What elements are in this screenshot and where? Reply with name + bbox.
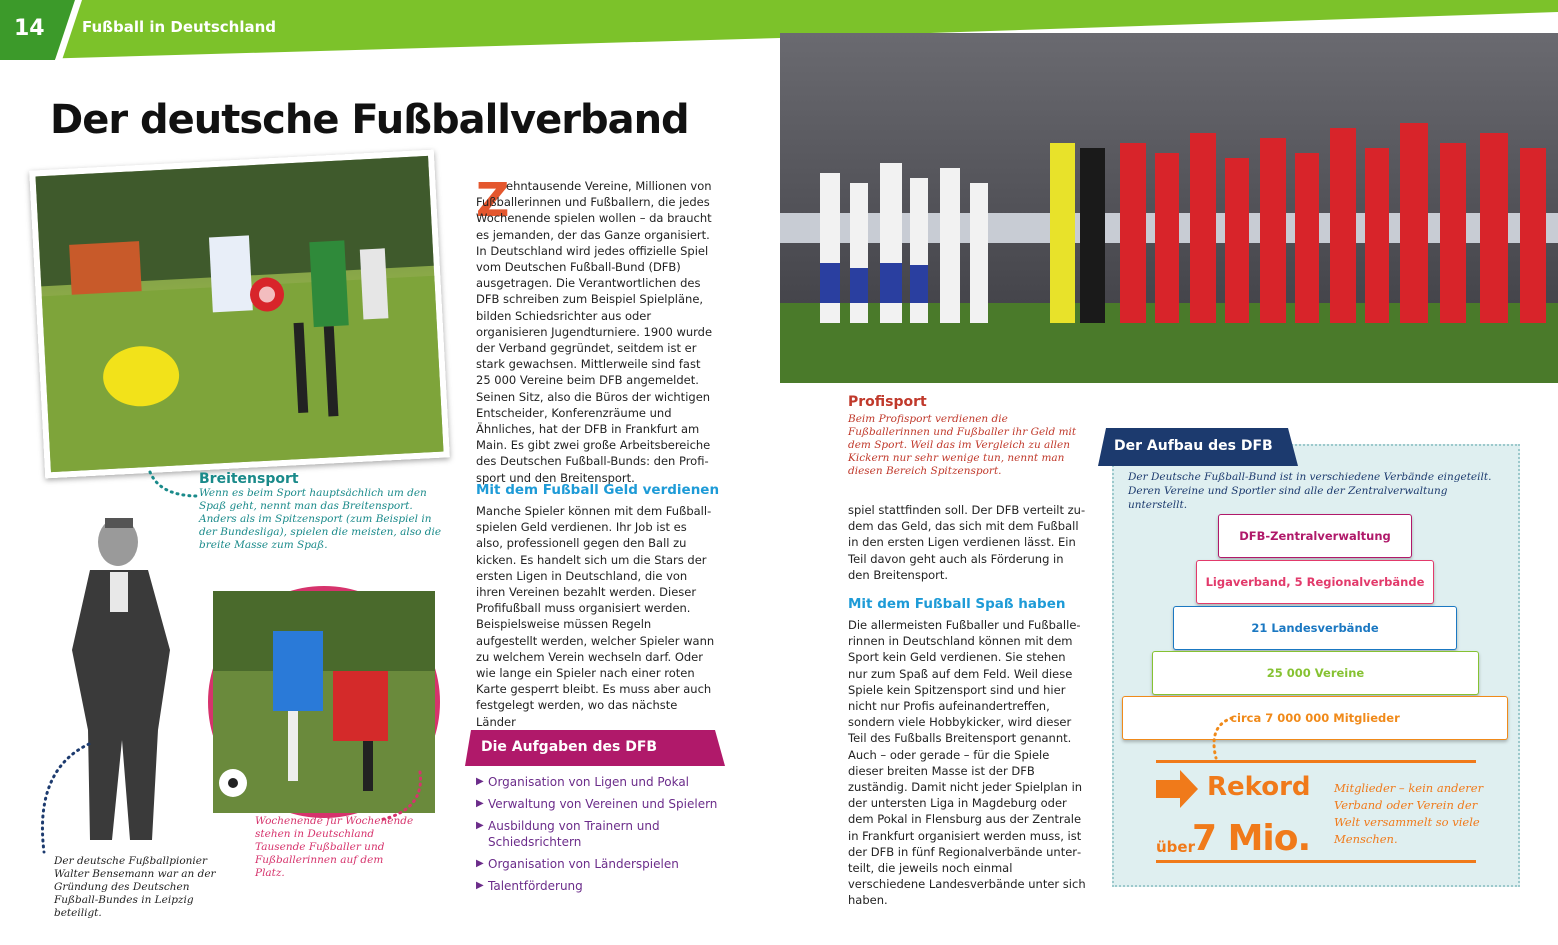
list-item: ▶ Ausbildung von Trainern und Schiedsrichtern [476,818,736,850]
dotted-connector [148,468,200,500]
rekord-label: Rekord [1207,772,1311,802]
breitensport-title: Breitensport [199,471,299,487]
subheading-geld: Mit dem Fußball Geld verdienen [476,482,720,498]
pyramid-level-mitglieder: circa 7 000 000 Mitglieder [1122,696,1508,740]
subheading-spass: Mit dem Fußball Spaß haben [848,596,1066,612]
photo-youth-football [29,150,450,479]
page-number: 14 [14,16,45,41]
rekord-prefix: über [1156,838,1195,856]
dotted-connector [370,770,430,830]
rekord-caption: Mitglieder – kein anderer Verband oder Verein der Welt versammelt so viele Menschen. [1334,781,1484,846]
list-item: ▶ Talentförderung [476,878,736,894]
pyramid-level-landesverbaende: 21 Landesverbände [1173,606,1457,650]
pyramid-level-regionalverbaende: Ligaverband, 5 Regionalverbände [1196,560,1434,604]
geld-paragraph: Manche Spieler können mit dem Fußballspielen Geld verdienen. Ihr Job ist es also, professionell gegen den Ball zu kicken. Es handelt sich um die Stars der ersten Ligen in Deutschland, die von ihren Vereinen bezahlt werden. Dieser Profifußball muss organisiert werden. Beispielsweise müssen Regeln aufgestellt werden, welcher Spieler wann zu welchem Verein wechseln darf. Oder wie lange ein Spieler nach einer roten Karte gesperrt bleibt. Es muss aber auch festgelegt werden, wo das nächste Länder [476,504,715,729]
profisport-caption: Beim Profisport verdienen die Fußballerinnen und Fußballer ihr Geld mit dem Sport. Weil das im Vergleich zu allen Kickern nur sehr wenige tun, nennt man diesen Bereich Spitzensport. [848,413,1077,477]
dotted-connector [1206,712,1236,762]
pyramid-level-zentralverwaltung: DFB-Zentralverwaltung [1218,514,1412,558]
breitensport-caption: Wenn es beim Sport hauptsächlich um den Spaß geht, nennt man das Breitensport. Anders als im Spitzensport (zum Beispiel in der Bundesliga), spielen die meisten, also die breite Masse zum Spaß. [199,487,442,551]
profisport-title: Profisport [848,394,927,410]
aufbau-title: Der Aufbau des DFB [1114,438,1273,454]
list-item: ▶ Verwaltung von Vereinen und Spielern [476,796,736,812]
intro-text: ehntausende Vereine, Millionen von Fußballerinnen und Fußballern, die jedes Wochenende spielen wollen – da braucht es jemanden, der das Ganze organisiert. In Deutschland wird jedes offizielle Spiel vom Deutschen Fußball-Bund (DFB) ausgetragen. Die Verantwortlichen des DFB schreiben zum Beispiel Spielpläne, bilden Schiedsrichter aus oder organisieren Jugendturniere. 1900 wurde der Verband gegründet, seitdem ist er stark gewachsen. Mittlerweile sind fast 25 000 Vereine beim DFB angemeldet. Seinen Sitz, also die Büros der wichtigen Entscheider, Konferenzräume und Ähnliches, hat der DFB in Frankfurt am Main. Es gibt zwei große Arbeitsbereiche des Deutschen Fußball-Bunds: den Profisport und den Breitensport. [476,179,713,485]
aufgaben-title: Die Aufgaben des DFB [481,739,658,755]
photo-professional-teams [780,33,1558,383]
list-item: ▶ Organisation von Länderspielen [476,856,736,872]
aufbau-intro: Der Deutsche Fußball-Bund ist in verschiedene Verbände eingeteilt. Deren Vereine und Sportler sind alle der Zentralverwaltung unterstellt. [1128,471,1492,511]
rekord-number: 7 Mio. [1192,818,1311,859]
dotted-connector [34,740,94,860]
list-item: ▶ Organisation von Ligen und Pokal [476,774,736,790]
spass-paragraph: Die allermeisten Fußballer und Fußballerinnen in Deutschland können mit dem Sport kein Geld verdienen. Sie stehen nur zum Spaß auf dem Feld. Weil diese Spiele kein Spitzensport sind und hier nicht nur Profis aufeinandertreffen, sondern viele Hobbykicker, wird dieser Teil des Fußballs Breitensport genannt. Auch – oder gerade – für die Spiele dieser breiten Masse ist der DFB zuständig. Damit nicht jeder Spielplan in der untersten Liga in Magdeburg oder dem Pokal in Flensburg aus der Zentrale in Frankfurt organisiert werden muss, ist der DFB in fünf Regionalverbände unterteilt, die jeweils noch einmal verschiedene Landesverbände unter sich haben. [848,618,1086,908]
intro-paragraph [476,178,716,486]
arrow-right-icon [1156,770,1198,808]
aufgaben-list [476,774,736,900]
page-title: Der deutsche Fußballverband [50,97,689,143]
svg-text:Z: Z [476,173,510,227]
pyramid-level-vereine: 25 000 Vereine [1152,651,1479,695]
continuation-paragraph: spiel stattfinden soll. Der DFB verteilt zudem das Geld, das sich mit dem Fußball in den ersten Ligen verdienen lässt. Ein Teil davon geht auch als Förderung in den Breitensport. [848,503,1086,582]
section-title: Fußball in Deutschland [82,18,277,36]
women-caption: Wochenende für Wochenende stehen in Deutschland Tausende Fußballer und Fußballerinnen auf dem Platz. [255,815,414,879]
bensemann-caption: Der deutsche Fußballpionier Walter Bensemann war an der Gründung des Deutschen Fußball-Bundes in Leipzig beteiligt. [54,855,216,919]
